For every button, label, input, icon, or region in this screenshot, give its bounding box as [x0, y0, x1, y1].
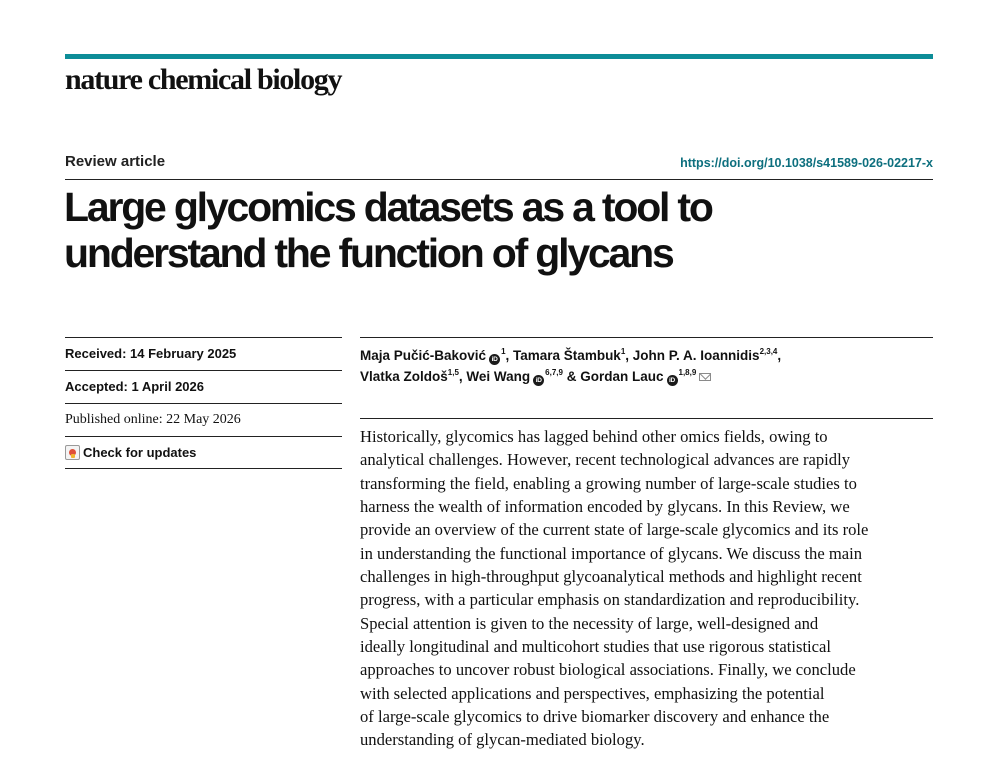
abstract-line: in understanding the functional importance of glycans. We discuss the main [360, 543, 863, 563]
abstract-line: harness the wealth of information encoded by glycans. In this Review, we [360, 497, 850, 517]
title-line: understand the function of glycans [64, 230, 673, 276]
author-name [513, 348, 625, 363]
affiliation-marker: 1,8,9 [678, 368, 697, 377]
author-name [580, 369, 711, 384]
abstract-line: progress, with a particular emphasis on standardization and reproducibility. [360, 590, 860, 610]
abstract-line: transforming the field, enabling a growing number of large-scale studies to [360, 473, 857, 493]
author-separator: , [625, 348, 633, 363]
author-separator: & [562, 369, 581, 384]
author-name-text: Vlatka Zoldoš [360, 369, 448, 384]
published-label: Published online: [65, 412, 163, 427]
received-value: 14 February 2025 [130, 346, 237, 361]
author-separator: , [458, 369, 467, 384]
article-title [64, 184, 934, 276]
author-name [360, 348, 506, 363]
abstract-line: of large-scale glycomics to drive biomarker discovery and enhance the [360, 707, 830, 727]
orcid-icon[interactable]: iD [533, 375, 544, 386]
author-name [360, 369, 459, 384]
received-label: Received: [65, 346, 127, 361]
accepted-date [65, 370, 342, 403]
affiliation-marker: 1 [501, 347, 506, 356]
received-date [65, 337, 342, 370]
email-icon[interactable] [699, 373, 711, 381]
orcid-icon[interactable]: iD [667, 375, 678, 386]
author-name [633, 348, 778, 363]
accepted-value: 1 April 2026 [131, 379, 204, 394]
check-updates-icon [65, 445, 80, 460]
title-line: Large glycomics datasets as a tool to [64, 184, 712, 230]
affiliation-marker: 1 [620, 347, 626, 356]
journal-accent-rule [65, 54, 933, 59]
affiliation-marker: 2,3,4 [759, 347, 778, 356]
author-name [466, 369, 563, 384]
check-for-updates-label: Check for updates [83, 445, 197, 460]
abstract-line: ideally longitudinal and multicohort studies that use rigorous statistical [360, 637, 832, 657]
abstract-line: with selected applications and perspectives, emphasizing the potential [360, 683, 825, 703]
author-name-text: Tamara Štambuk [513, 348, 621, 363]
author-separator: , [505, 348, 514, 363]
check-for-updates-button[interactable] [65, 445, 196, 460]
orcid-icon[interactable]: iD [489, 354, 500, 365]
abstract-line: Historically, glycomics has lagged behind other omics fields, owing to [360, 427, 828, 446]
doi-link[interactable]: https://doi.org/10.1038/s41589-026-02217-x [680, 156, 933, 170]
author-separator: , [777, 348, 782, 363]
abstract-line: analytical challenges. However, recent technological advances are rapidly [360, 450, 850, 470]
affiliation-marker: 1,5 [447, 368, 459, 377]
abstract-line: understanding of glycan-mediated biology. [360, 730, 645, 750]
author-name-text: Gordan Lauc [580, 369, 664, 384]
abstract [360, 425, 940, 752]
accepted-label: Accepted: [65, 379, 128, 394]
article-dates [65, 337, 342, 469]
abstract-line: Special attention is given to the necessity of large, well-designed and [360, 613, 819, 633]
check-updates-row [65, 436, 342, 469]
journal-name: nature chemical biology [65, 63, 342, 96]
author-list [360, 338, 933, 387]
article-type: Review article [65, 153, 166, 170]
published-value: 22 May 2026 [166, 412, 241, 427]
abstract-line: provide an overview of the current state of large-scale glycomics and its role [360, 520, 869, 540]
published-date [65, 403, 342, 436]
abstract-divider [360, 418, 933, 419]
author-block [360, 337, 933, 387]
affiliation-marker: 6,7,9 [545, 368, 563, 377]
abstract-line: approaches to uncover robust biological associations. Finally, we conclude [360, 660, 856, 680]
author-name-text: Maja Pučić-Baković [360, 348, 487, 363]
author-name-text: John P. A. Ioannidis [632, 348, 760, 363]
title-divider [65, 179, 933, 180]
abstract-line: challenges in high-throughput glycoanalytical methods and highlight recent [360, 567, 862, 587]
author-name-text: Wei Wang [466, 369, 531, 384]
